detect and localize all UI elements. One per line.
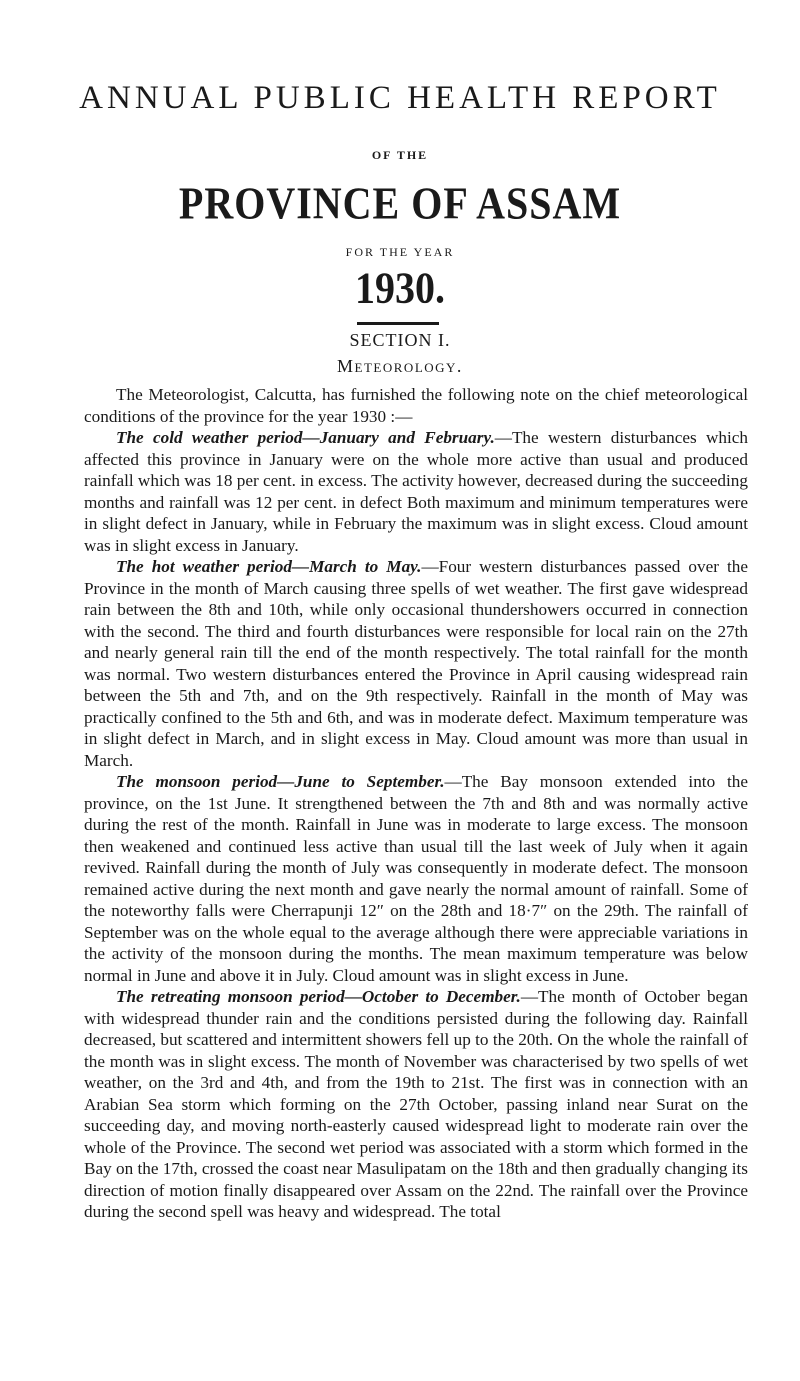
monsoon-paragraph — [84, 771, 748, 986]
retreating-monsoon-heading: The retreating monsoon period—October to December. — [116, 987, 521, 1006]
hot-weather-text: —Four western disturbances passed over the Province in the month of March causing three spells of wet weather. The first gave widespread rain between the 8th and 10th, while only occasional thundershowers occurred in connection with the second. The third and fourth disturbances were responsible for local rain on the 27th and nearly general rain till the end of the month respectively. The total rainfall for the month was normal. Two western disturbances entered the Province in April causing widespread rain between the 5th and 7th, and on the 9th respectively. Rainfall in the month of May was practically confined to the 5th and 6th, and was in moderate defect. Maximum temperature was in slight defect in March, and in slight excess in May. Cloud amount was more than usual in March. — [84, 557, 748, 770]
report-body — [84, 384, 748, 1223]
intro-paragraph — [84, 384, 748, 427]
retreating-monsoon-text: —The month of October began with widespread thunder rain and the conditions persisted during the following day. Rainfall decreased, but scattered and intermittent showers fell up to the 20th. On the whole the rainfall of the month was in slight excess. The month of November was characterised by two spells of wet weather, on the 3rd and 4th, and from the 19th to 21st. The first was in connection with an Arabian Sea storm which forming on the 27th October, passing inland near Surat on the succeeding day, and moving north-easterly caused widespread light to moderate rain over the whole of the Province. The second wet period was associated with a storm which formed in the Bay on the 17th, crossed the coast near Masulipatam on the 18th and then gradually changing its direction of motion finally disappeared over Assam on the 22nd. The rainfall over the Province during the second spell was heavy and widespread. The total — [84, 987, 749, 1221]
header-divider — [357, 322, 439, 325]
monsoon-text: —The Bay monsoon extended into the province, on the 1st June. It strengthened between the 7th and 8th and was normally active during the rest of the month. Rainfall in June was in moderate to large excess. The monsoon then weakened and continued less active than usual till the last week of July when it again revived. Rainfall during the month of July was consequently in moderate defect. The monsoon remained active during the next month and gave nearly the normal amount of rainfall. Some of the noteworthy falls were Cherrapunji 12″ on the 28th and 18·7″ on the 29th. The rainfall of September was on the whole equal to the average although there were appreciable variations in the activity of the monsoon during the months. The mean maximum temperature was below normal in June and above it in July. Cloud amount was in slight excess in June. — [84, 772, 748, 985]
of-the-label: OF THE — [371, 148, 429, 162]
report-year: 1930. — [355, 263, 445, 313]
section-heading: SECTION I. — [349, 330, 451, 350]
province-title: PROVINCE OF ASSAM — [178, 177, 622, 229]
cold-weather-heading: The cold weather period—January and February. — [116, 428, 495, 447]
report-title: ANNUAL PUBLIC HEALTH REPORT — [79, 80, 721, 116]
cold-weather-paragraph — [84, 427, 748, 556]
for-the-year-label: FOR THE YEAR — [345, 245, 455, 259]
monsoon-heading: The monsoon period—June to September. — [116, 772, 445, 791]
hot-weather-heading: The hot weather period—March to May. — [116, 557, 422, 576]
cold-weather-text: —The western disturbances which affected this province in January were on the whole more active than usual and produced rainfall which was 18 per cent. in excess. The activity however, decreased during the succeeding months and rainfall was 12 per cent. in defect Both maximum and minimum temperatures were in slight defect in January, while in February the maximum was in slight excess. Cloud amount was in slight excess in January. — [84, 428, 748, 555]
intro-text: The Meteorologist, Calcutta, has furnished the following note on the chief meteorological conditions of the province for the year 1930 :— — [84, 385, 748, 426]
hot-weather-paragraph — [84, 556, 748, 771]
section-subheading: Meteorology. — [337, 356, 463, 376]
retreating-monsoon-paragraph — [84, 986, 748, 1223]
